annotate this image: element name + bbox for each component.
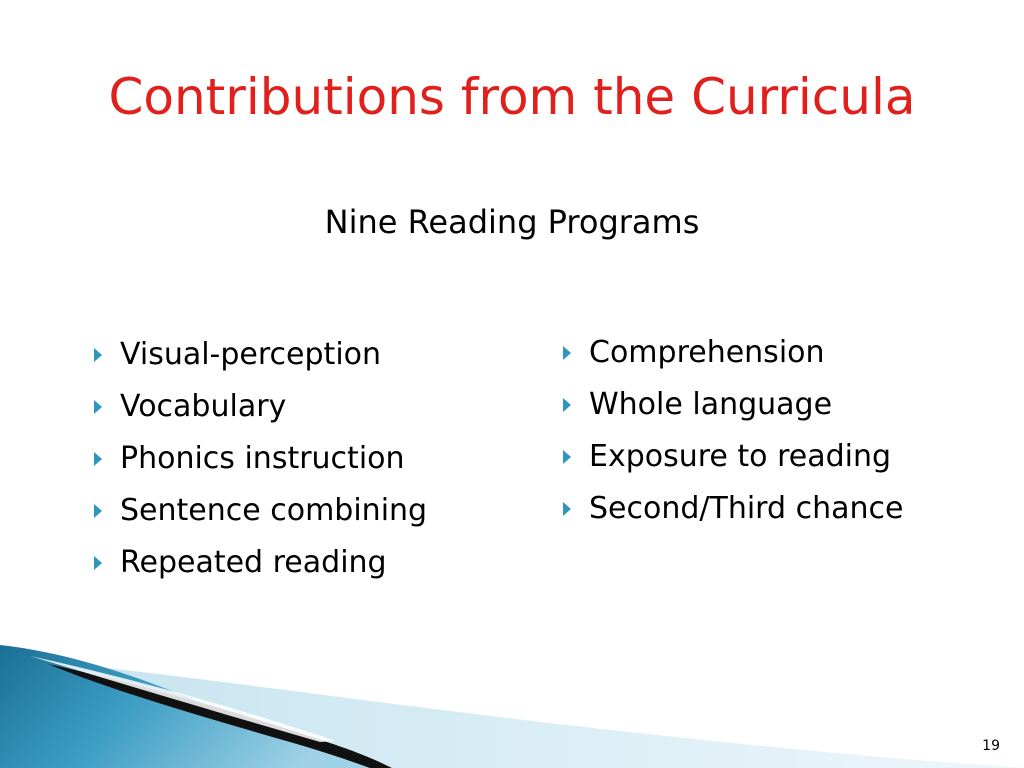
list-item [88,486,427,538]
right-bullet-list [557,328,903,536]
triangle-right-icon [94,452,102,466]
triangle-right-icon [563,398,571,412]
list-item [557,328,903,380]
list-item-text: Second/Third chance [589,491,904,526]
list-item [557,432,903,484]
triangle-right-icon [94,504,102,518]
left-bullet-list [88,330,427,590]
list-item-text: Sentence combining [120,493,428,528]
triangle-right-icon [563,346,571,360]
slide-subtitle: Nine Reading Programs [324,203,700,241]
list-item [557,380,903,432]
list-item-text: Exposure to reading [589,439,892,474]
list-item [88,434,427,486]
list-item-text: Vocabulary [120,389,287,424]
list-item [88,330,427,382]
triangle-right-icon [563,450,571,464]
list-item-text: Repeated reading [120,545,387,580]
triangle-right-icon [563,502,571,516]
list-item [88,382,427,434]
list-item [88,538,427,590]
page-number: 19 [982,738,1000,754]
list-item-text: Visual-perception [120,337,382,372]
list-item-text: Whole language [589,387,833,422]
list-item-text: Comprehension [589,335,825,370]
slide-title: Contributions from the Curricula [108,68,916,126]
list-item [557,484,903,536]
list-item-text: Phonics instruction [120,441,405,476]
triangle-right-icon [94,348,102,362]
triangle-right-icon [94,400,102,414]
triangle-right-icon [94,556,102,570]
